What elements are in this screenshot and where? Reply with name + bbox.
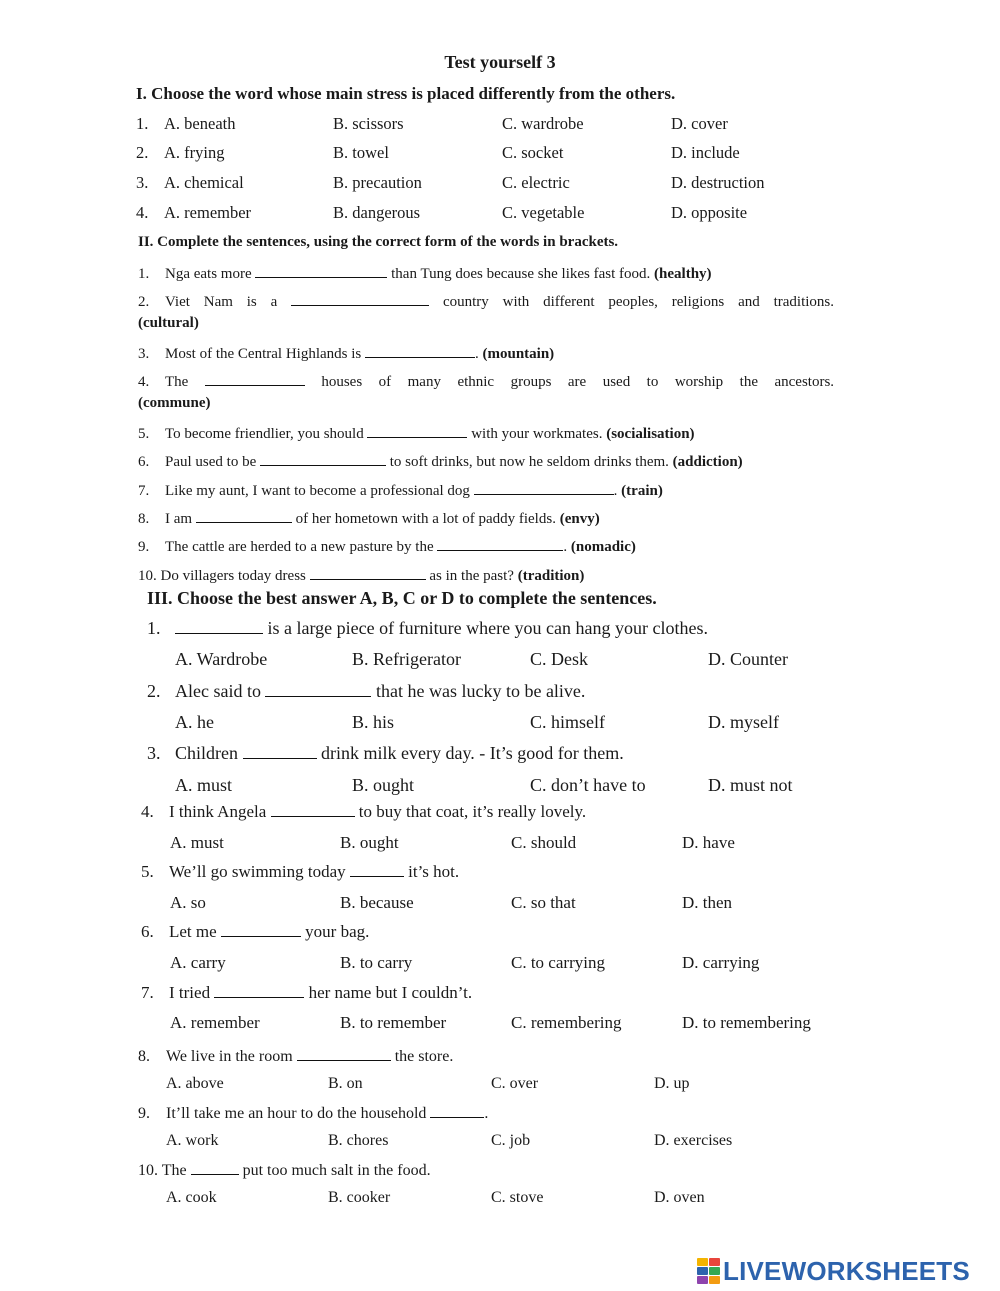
option-b[interactable]: B. his — [352, 712, 395, 732]
sentence-start: The — [165, 374, 189, 390]
question-text: Children — [175, 743, 238, 763]
question-text: your bag. — [305, 922, 370, 941]
option-d[interactable]: D. destruction — [671, 173, 765, 192]
option-d[interactable]: D. myself — [708, 712, 779, 732]
option-b[interactable]: B. to remember — [340, 1013, 447, 1032]
option-b[interactable]: B. because — [340, 893, 414, 912]
question-text: the store. — [394, 1048, 454, 1065]
option-d[interactable]: D. opposite — [671, 203, 748, 222]
word-hint: (addiction) — [672, 454, 743, 470]
option-c[interactable]: C. electric — [502, 173, 570, 192]
question-number: 7. — [138, 483, 150, 499]
option-b[interactable]: B. on — [328, 1075, 363, 1092]
option-d[interactable]: D. then — [682, 893, 733, 912]
option-b[interactable]: B. dangerous — [333, 203, 421, 222]
option-d[interactable]: D. cover — [671, 114, 728, 133]
question-text: I tried — [169, 983, 211, 1002]
question-number: 6. — [141, 922, 154, 941]
sentence-end: of her hometown with a lot of paddy fields. — [295, 511, 556, 527]
option-a[interactable]: A. must — [175, 775, 233, 795]
question-number: 5. — [141, 862, 154, 881]
option-a[interactable]: A. frying — [164, 143, 225, 162]
section2-heading: II. Complete the sentences, using the correct form of the words in brackets. — [138, 234, 619, 250]
mc-question — [141, 862, 459, 882]
question-text: that he was lucky to be alive. — [375, 681, 586, 701]
question-number: 3. — [138, 346, 150, 362]
word-hint: (envy) — [559, 511, 600, 527]
option-d[interactable]: D. carrying — [682, 953, 760, 972]
option-c[interactable]: C. so that — [511, 893, 576, 912]
section1-heading: I. Choose the word whose main stress is placed differently from the others. — [136, 84, 676, 103]
option-c[interactable]: C. himself — [530, 712, 605, 732]
question-number: 1. — [147, 618, 161, 638]
question-number: 9. — [138, 539, 150, 555]
option-b[interactable]: B. chores — [328, 1132, 389, 1149]
sentence-end: to soft drinks, but now he seldom drinks them. — [389, 454, 669, 470]
liveworksheets-logo — [697, 1256, 970, 1286]
option-d[interactable]: D. have — [682, 833, 735, 852]
question-number: 2. — [136, 143, 149, 162]
question-number: 8. — [138, 1048, 150, 1065]
option-a[interactable]: A. Wardrobe — [175, 649, 268, 669]
option-a[interactable]: A. remember — [164, 203, 252, 222]
word-hint: (nomadic) — [570, 539, 636, 555]
sentence-end: as in the past? — [429, 568, 514, 584]
question-number: 10. — [138, 568, 157, 584]
answer-blank[interactable] — [196, 508, 292, 523]
word-hint: (socialisation) — [606, 426, 695, 442]
answer-blank[interactable] — [221, 922, 301, 937]
question-text: . — [484, 1105, 489, 1122]
mc-question — [147, 618, 708, 639]
answer-blank[interactable] — [474, 480, 614, 495]
sentence-start: The cattle are herded to a new pasture by the — [165, 539, 434, 555]
answer-blank[interactable] — [265, 682, 371, 697]
word-hint: (train) — [621, 483, 663, 499]
option-a[interactable]: A. beneath — [164, 114, 236, 133]
question-text: I think Angela — [169, 802, 267, 821]
mc-question — [138, 1160, 431, 1180]
sentence-start: Paul used to be — [165, 454, 257, 470]
answer-blank[interactable] — [350, 862, 404, 877]
answer-blank[interactable] — [367, 423, 467, 438]
option-c[interactable]: C. Desk — [530, 649, 588, 669]
question-text: is a large piece of furniture where you can hang your clothes. — [267, 618, 708, 638]
answer-blank[interactable] — [191, 1160, 239, 1175]
question-text: It’ll take me an hour to do the household — [166, 1105, 427, 1122]
mc-question — [141, 983, 472, 1003]
option-c[interactable]: C. should — [511, 833, 577, 852]
answer-blank[interactable] — [260, 451, 386, 466]
answer-blank[interactable] — [205, 371, 305, 386]
fill-sentence — [138, 508, 834, 528]
fill-sentence — [138, 371, 834, 391]
option-a[interactable]: A. chemical — [164, 173, 244, 192]
question-number: 4. — [136, 203, 149, 222]
logo-text: LIVEWORKSHEETS — [723, 1255, 970, 1286]
option-c[interactable]: C. stove — [491, 1189, 544, 1206]
question-text: to buy that coat, it’s really lovely. — [358, 802, 587, 821]
question-text: put too much salt in the food. — [242, 1162, 431, 1179]
option-d[interactable]: D. to remembering — [682, 1013, 811, 1032]
fill-sentence — [138, 480, 834, 500]
page-title: Test yourself 3 — [444, 52, 556, 72]
answer-blank[interactable] — [291, 291, 429, 306]
option-b[interactable]: B. scissors — [333, 114, 404, 133]
fill-sentence — [138, 565, 834, 585]
sentence-start: Nga eats more — [165, 266, 252, 282]
answer-blank[interactable] — [437, 536, 563, 551]
option-c[interactable]: C. job — [491, 1132, 531, 1149]
mc-question — [138, 1046, 453, 1066]
option-a[interactable]: A. remember — [170, 1013, 260, 1032]
question-number: 6. — [138, 454, 150, 470]
question-text: her name but I couldn’t. — [308, 983, 473, 1002]
fill-sentence — [138, 536, 834, 556]
question-number: 1. — [136, 114, 149, 133]
question-number: 9. — [138, 1105, 150, 1122]
option-d[interactable]: D. must not — [708, 775, 793, 795]
answer-blank[interactable] — [255, 263, 387, 278]
option-b[interactable]: B. towel — [333, 143, 389, 162]
fill-sentence — [138, 451, 834, 471]
word-hint: (commune) — [138, 395, 211, 411]
option-a[interactable]: A. so — [170, 893, 206, 912]
fill-sentence — [138, 423, 834, 443]
question-number: 8. — [138, 511, 150, 527]
sentence-start: Most of the Central Highlands is — [165, 346, 362, 362]
answer-blank[interactable] — [214, 983, 304, 998]
question-text: We live in the room — [166, 1048, 293, 1065]
fill-sentence — [138, 291, 834, 311]
option-d[interactable]: D. up — [654, 1075, 690, 1092]
sentence-end: than Tung does because she likes fast food. — [391, 266, 651, 282]
sentence-end: country with different peoples, religions and traditions. — [442, 294, 835, 310]
question-text: Alec said to — [175, 681, 261, 701]
option-a[interactable]: A. he — [175, 712, 214, 732]
question-text: drink milk every day. - It’s good for them. — [321, 743, 624, 763]
question-number: 3. — [147, 743, 161, 763]
mc-question — [141, 922, 369, 942]
sentence-start: Viet Nam is a — [165, 294, 278, 310]
sentence-start: I am — [165, 511, 193, 527]
word-hint: (healthy) — [654, 266, 712, 282]
question-number: 2. — [147, 681, 161, 701]
word-hint: (cultural) — [138, 315, 199, 331]
mc-question — [147, 681, 585, 702]
question-number: 5. — [138, 426, 150, 442]
question-text: Let me — [169, 922, 217, 941]
fill-sentence — [138, 263, 834, 283]
option-c[interactable]: C. over — [491, 1075, 539, 1092]
answer-blank[interactable] — [243, 744, 317, 759]
question-number: 2. — [138, 294, 150, 310]
mc-question — [141, 802, 586, 822]
answer-blank[interactable] — [175, 619, 263, 634]
question-number: 7. — [141, 983, 154, 1002]
sentence-end: . — [613, 483, 618, 499]
option-b[interactable]: B. cooker — [328, 1189, 391, 1206]
option-c[interactable]: C. vegetable — [502, 203, 585, 222]
sentence-start: Do villagers today dress — [160, 568, 306, 584]
answer-blank[interactable] — [297, 1046, 391, 1061]
sentence-start: Like my aunt, I want to become a professional dog — [165, 483, 470, 499]
question-number: 4. — [138, 374, 150, 390]
word-hint: (tradition) — [517, 568, 585, 584]
answer-blank[interactable] — [271, 802, 355, 817]
sentence-end: . — [474, 346, 479, 362]
option-c[interactable]: C. remembering — [511, 1013, 622, 1032]
sentence-end: with your workmates. — [471, 426, 603, 442]
sentence-end: . — [563, 539, 568, 555]
question-number: 10. — [138, 1162, 158, 1179]
option-b[interactable]: B. ought — [352, 775, 415, 795]
option-c[interactable]: C. socket — [502, 143, 564, 162]
option-d[interactable]: D. oven — [654, 1189, 705, 1206]
option-a[interactable]: A. work — [166, 1132, 219, 1149]
question-number: 4. — [141, 802, 154, 821]
question-text: The — [161, 1162, 187, 1179]
answer-blank[interactable] — [310, 565, 426, 580]
fill-sentence — [138, 343, 834, 363]
option-a[interactable]: A. cook — [166, 1189, 217, 1206]
option-a[interactable]: A. carry — [170, 953, 226, 972]
answer-blank[interactable] — [365, 343, 475, 358]
mc-question — [147, 743, 624, 764]
option-b[interactable]: B. precaution — [333, 173, 422, 192]
option-c[interactable]: C. don’t have to — [530, 775, 646, 795]
option-d[interactable]: D. Counter — [708, 649, 788, 669]
option-b[interactable]: B. Refrigerator — [352, 649, 461, 669]
option-b[interactable]: B. to carry — [340, 953, 413, 972]
option-d[interactable]: D. include — [671, 143, 740, 162]
section3-heading: III. Choose the best answer A, B, C or D to complete the sentences. — [147, 588, 657, 608]
question-number: 3. — [136, 173, 149, 192]
question-text: We’ll go swimming today — [169, 862, 346, 881]
option-c[interactable]: C. wardrobe — [502, 114, 584, 133]
question-text: it’s hot. — [408, 862, 460, 881]
word-hint: (mountain) — [482, 346, 555, 362]
option-b[interactable]: B. ought — [340, 833, 399, 852]
sentence-end: houses of many ethnic groups are used to worship the ancestors. — [321, 374, 835, 390]
mc-question — [138, 1103, 488, 1123]
option-d[interactable]: D. exercises — [654, 1132, 733, 1149]
logo-grid-icon — [697, 1258, 719, 1284]
option-c[interactable]: C. to carrying — [511, 953, 605, 972]
question-number: 1. — [138, 266, 150, 282]
option-a[interactable]: A. must — [170, 833, 224, 852]
answer-blank[interactable] — [430, 1103, 484, 1118]
sentence-start: To become friendlier, you should — [165, 426, 364, 442]
option-a[interactable]: A. above — [166, 1075, 224, 1092]
